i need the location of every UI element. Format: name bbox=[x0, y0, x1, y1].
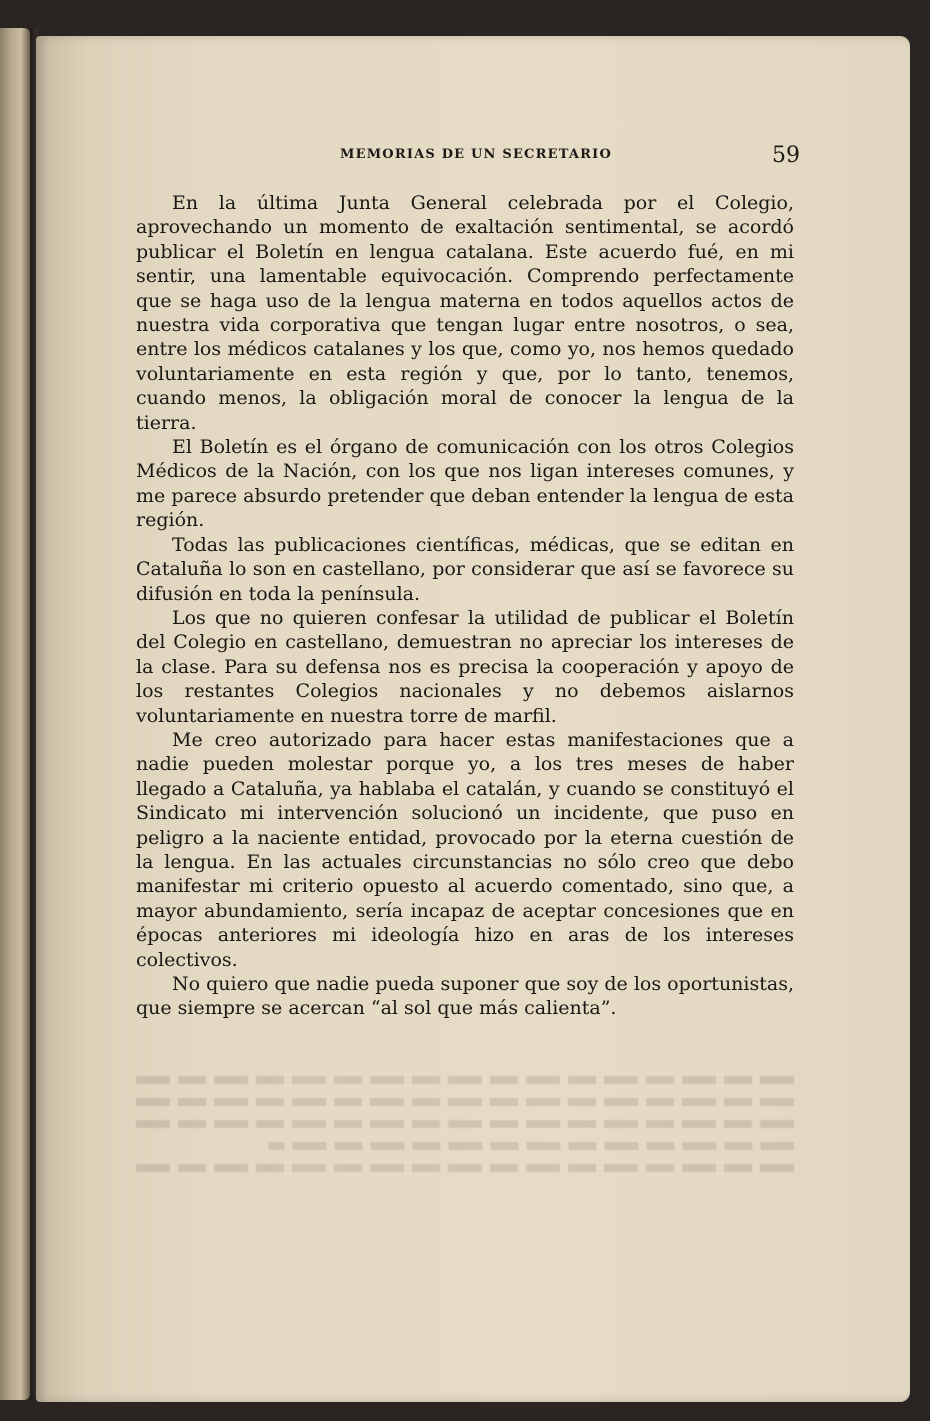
book-page bbox=[36, 36, 910, 1402]
paragraph: En la última Junta General celebrada por el Colegio, aprovechando un momento de exaltación sentimental, se acordó publicar el Boletín en lengua catalana. Este acuerdo fué, en mi sentir, una lamentable equivocación. Comprendo perfectamente que se haga uso de la lengua materna en todos aquellos actos de nuestra vida corporativa que tengan lugar entre nosotros, o sea, entre los médicos catalanes y los que, como yo, nos hemos quedado voluntariamente en esta región y que, por lo tanto, tenemos, cuando menos, la obligación moral de conocer la lengua de la tierra. bbox=[136, 192, 794, 434]
show-through-text bbox=[136, 1076, 794, 1196]
body-text bbox=[136, 191, 794, 1021]
running-title: MEMORIAS DE UN SECRETARIO bbox=[340, 147, 612, 162]
running-header bbox=[36, 143, 910, 167]
paragraph: Me creo autorizado para hacer estas manifestaciones que a nadie pueden molestar porque yo, a los tres meses de haber llegado a Cataluña, ya hablaba el catalán, y cuando se constituyó el Sindicato mi intervención solucionó un incidente, que puso en peligro a la naciente entidad, provocado por la eterna cuestión de la lengua. En las actuales circunstancias no sólo creo que debo manifestar mi criterio opuesto al acuerdo comentado, sino que, a mayor abundamiento, sería incapaz de aceptar concesiones que en épocas anteriores mi ideología hizo en aras de los intereses colectivos. bbox=[136, 728, 794, 971]
facing-page-edge bbox=[0, 28, 30, 1400]
paragraph: Los que no quieren confesar la utilidad de publicar el Boletín del Colegio en castellano, demuestran no apreciar los intereses de la clase. Para su defensa nos es precisa la cooperación y apoyo de los restantes Colegios nacionales y no debemos aislarnos voluntariamente en nuestra torre de marfil. bbox=[136, 606, 794, 727]
paragraph: Todas las publicaciones científicas, médicas, que se editan en Cataluña lo son en castellano, por considerar que así se favorece su difusión en toda la península. bbox=[136, 533, 794, 605]
page-number: 59 bbox=[772, 143, 800, 168]
paragraph: El Boletín es el órgano de comunicación con los otros Colegios Médicos de la Nación, con los que nos ligan intereses comunes, y me parece absurdo pretender que deban entender la lengua de esta región. bbox=[136, 436, 794, 532]
paragraph: No quiero que nadie pueda suponer que soy de los oportunistas, que siempre se acercan “al sol que más calienta”. bbox=[136, 973, 794, 1020]
